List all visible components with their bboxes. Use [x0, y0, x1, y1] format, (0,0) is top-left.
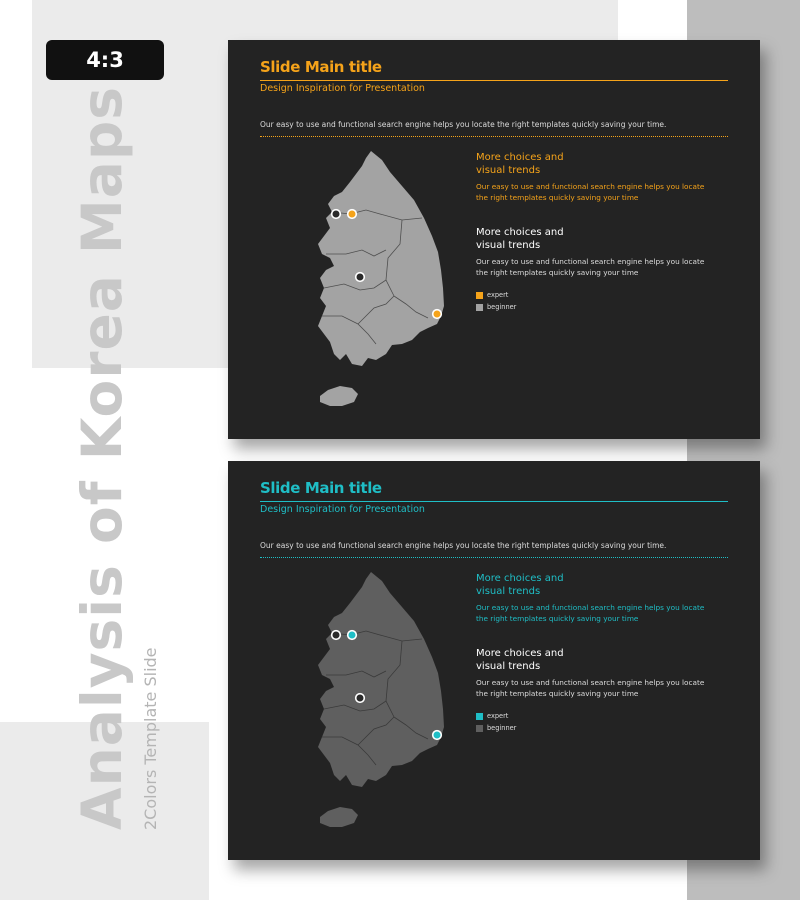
slide-description: Our easy to use and functional search engine helps you locate the right templates quickly saving your time.	[260, 120, 667, 129]
info-block-highlight	[476, 572, 716, 624]
korea-mainland-shape	[318, 572, 444, 787]
info-body: Our easy to use and functional search engine helps you locate the right templates quickly saving your time	[476, 603, 705, 623]
legend-item-beginner	[476, 722, 516, 734]
dotted-divider	[260, 557, 728, 558]
slide-preview-orange[interactable]	[228, 40, 760, 439]
legend-item-expert	[476, 289, 516, 301]
legend-label: beginner	[487, 724, 517, 732]
map-marker-beginner	[356, 694, 365, 703]
legend	[476, 289, 516, 313]
info-body: Our easy to use and functional search engine helps you locate the right templates quickly saving your time	[476, 678, 705, 698]
map-marker-beginner	[332, 631, 341, 640]
info-block-highlight	[476, 151, 716, 203]
map-marker-expert	[433, 731, 442, 740]
map-marker-expert	[433, 310, 442, 319]
dotted-divider	[260, 136, 728, 137]
title-divider	[260, 80, 728, 81]
legend-item-beginner	[476, 301, 516, 313]
legend	[476, 710, 516, 734]
korea-map	[310, 148, 458, 414]
legend-label: beginner	[487, 303, 517, 311]
info-body: Our easy to use and functional search engine helps you locate the right templates quickly saving your time	[476, 182, 705, 202]
legend-item-expert	[476, 710, 516, 722]
map-marker-beginner	[332, 210, 341, 219]
legend-label: expert	[487, 712, 509, 720]
map-marker-beginner	[356, 273, 365, 282]
aspect-ratio-badge: 4:3	[46, 40, 164, 80]
slide-description: Our easy to use and functional search engine helps you locate the right templates quickly saving your time.	[260, 541, 667, 550]
jeju-island-shape	[320, 386, 358, 406]
info-block	[476, 226, 716, 278]
legend-swatch-expert	[476, 292, 483, 299]
slide-subtitle: Design Inspiration for Presentation	[260, 504, 425, 515]
slide-preview-teal[interactable]	[228, 461, 760, 860]
legend-swatch-beginner	[476, 304, 483, 311]
vertical-subtitle: 2Colors Template Slide	[141, 647, 160, 830]
korea-map	[310, 569, 458, 835]
map-marker-expert	[348, 210, 357, 219]
info-heading: More choices and visual trends	[476, 573, 564, 597]
info-body: Our easy to use and functional search engine helps you locate the right templates quickly saving your time	[476, 257, 705, 277]
info-heading: More choices and visual trends	[476, 227, 564, 251]
slide-title: Slide Main title	[260, 58, 382, 76]
slide-subtitle: Design Inspiration for Presentation	[260, 83, 425, 94]
legend-label: expert	[487, 291, 509, 299]
info-block	[476, 647, 716, 699]
legend-swatch-beginner	[476, 725, 483, 732]
info-heading: More choices and visual trends	[476, 152, 564, 176]
legend-swatch-expert	[476, 713, 483, 720]
jeju-island-shape	[320, 807, 358, 827]
vertical-title: Analysis of Korea Maps	[70, 86, 134, 830]
korea-mainland-shape	[318, 151, 444, 366]
title-divider	[260, 501, 728, 502]
map-marker-expert	[348, 631, 357, 640]
slide-title: Slide Main title	[260, 479, 382, 497]
info-heading: More choices and visual trends	[476, 648, 564, 672]
